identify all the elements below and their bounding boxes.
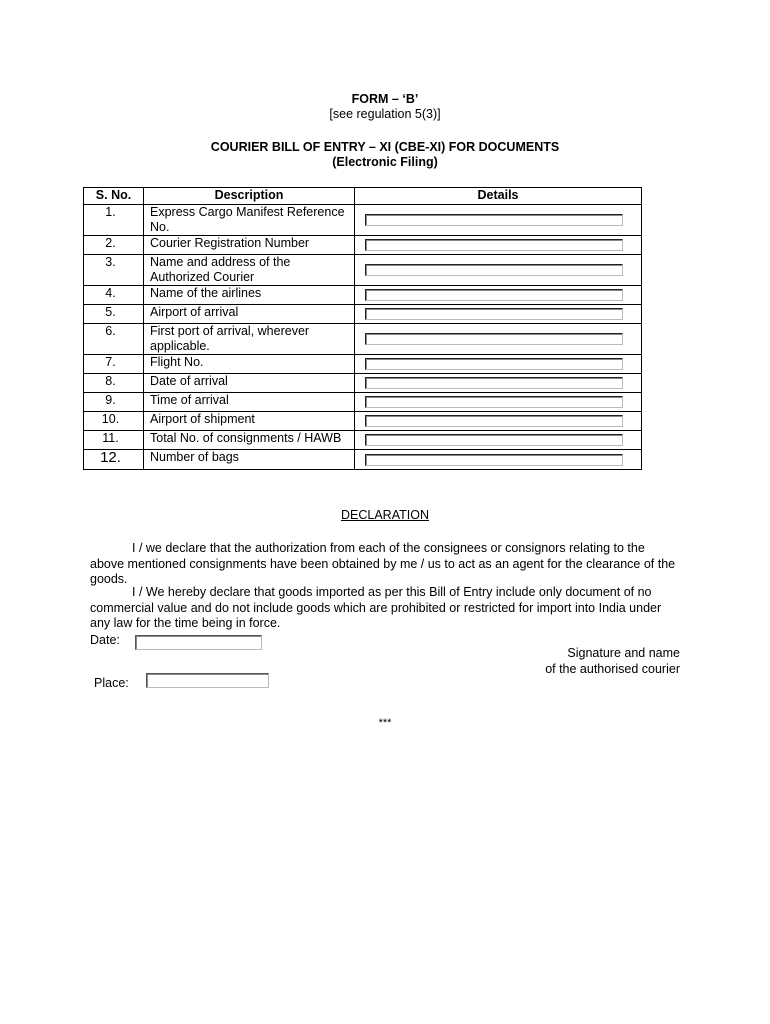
place-input[interactable] [146, 673, 269, 688]
row-description: Total No. of consignments / HAWB [144, 431, 355, 450]
table-row [84, 324, 642, 355]
row-number: 10. [84, 412, 144, 431]
date-label: Date: [90, 633, 120, 647]
table-row [84, 393, 642, 412]
row-description: Express Cargo Manifest Reference No. [144, 205, 355, 236]
row-number: 3. [84, 255, 144, 286]
row-description: Name and address of the Authorized Courier [144, 255, 355, 286]
first-port-field[interactable] [365, 333, 623, 345]
row-number: 5. [84, 305, 144, 324]
consignments-field[interactable] [365, 434, 623, 446]
row-number: 2. [84, 236, 144, 255]
sno-header: S. No. [84, 188, 144, 205]
airlines-field[interactable] [365, 289, 623, 301]
courier-registration-field[interactable] [365, 239, 623, 251]
row-number: 1. [84, 205, 144, 236]
row-description: Flight No. [144, 355, 355, 374]
row-description: Time of arrival [144, 393, 355, 412]
table-row [84, 450, 642, 470]
details-table [83, 187, 642, 470]
airport-arrival-field[interactable] [365, 308, 623, 320]
table-row [84, 374, 642, 393]
row-number: 4. [84, 286, 144, 305]
row-number: 9. [84, 393, 144, 412]
signature-line-1: Signature and name [567, 646, 680, 660]
row-description: First port of arrival, wherever applicable. [144, 324, 355, 355]
row-description: Number of bags [144, 450, 355, 470]
row-number: 7. [84, 355, 144, 374]
courier-name-address-field[interactable] [365, 264, 623, 276]
time-arrival-field[interactable] [365, 396, 623, 408]
row-description: Courier Registration Number [144, 236, 355, 255]
document-title: COURIER BILL OF ENTRY – XI (CBE-XI) FOR DOCUMENTS [210, 140, 560, 154]
signature-line-2: of the authorised courier [545, 661, 680, 676]
declaration-paragraph-2 [90, 585, 680, 632]
row-description: Date of arrival [144, 374, 355, 393]
row-number: 12. [84, 450, 144, 470]
airport-shipment-field[interactable] [365, 415, 623, 427]
manifest-reference-field[interactable] [365, 214, 623, 226]
form-title: FORM – ‘B’ [351, 92, 419, 106]
document-subtitle: (Electronic Filing) [332, 155, 438, 169]
date-input[interactable] [135, 635, 262, 650]
table-row [84, 431, 642, 450]
table-row [84, 286, 642, 305]
description-header: Description [144, 188, 355, 205]
regulation-reference: [see regulation 5(3)] [329, 107, 441, 121]
flight-number-field[interactable] [365, 358, 623, 370]
details-header: Details [355, 188, 642, 205]
number-of-bags-field[interactable] [365, 454, 623, 466]
declaration-title: DECLARATION [341, 508, 429, 522]
table-row [84, 305, 642, 324]
place-label: Place: [94, 676, 129, 690]
declaration-text-1: I / we declare that the authorization from each of the consignees or consignors relating to the above mentioned consignments have been obtained by me / us to act as an agent for the clearance of the goods. [90, 541, 676, 586]
row-number: 6. [84, 324, 144, 355]
row-description: Airport of arrival [144, 305, 355, 324]
row-description: Airport of shipment [144, 412, 355, 431]
table-row [84, 255, 642, 286]
table-row [84, 205, 642, 236]
row-number: 8. [84, 374, 144, 393]
table-header-row [84, 188, 642, 205]
table-row [84, 355, 642, 374]
declaration-paragraph-1 [90, 541, 680, 588]
signature-block [545, 646, 680, 677]
table-row [84, 236, 642, 255]
date-arrival-field[interactable] [365, 377, 623, 389]
end-mark: *** [378, 717, 392, 729]
declaration-text-2: I / We hereby declare that goods imported as per this Bill of Entry include only document of no commercial value and do not include goods which are prohibited or restricted for import into India under any law for the time being in force. [90, 585, 662, 630]
row-number: 11. [84, 431, 144, 450]
table-row [84, 412, 642, 431]
row-description: Name of the airlines [144, 286, 355, 305]
